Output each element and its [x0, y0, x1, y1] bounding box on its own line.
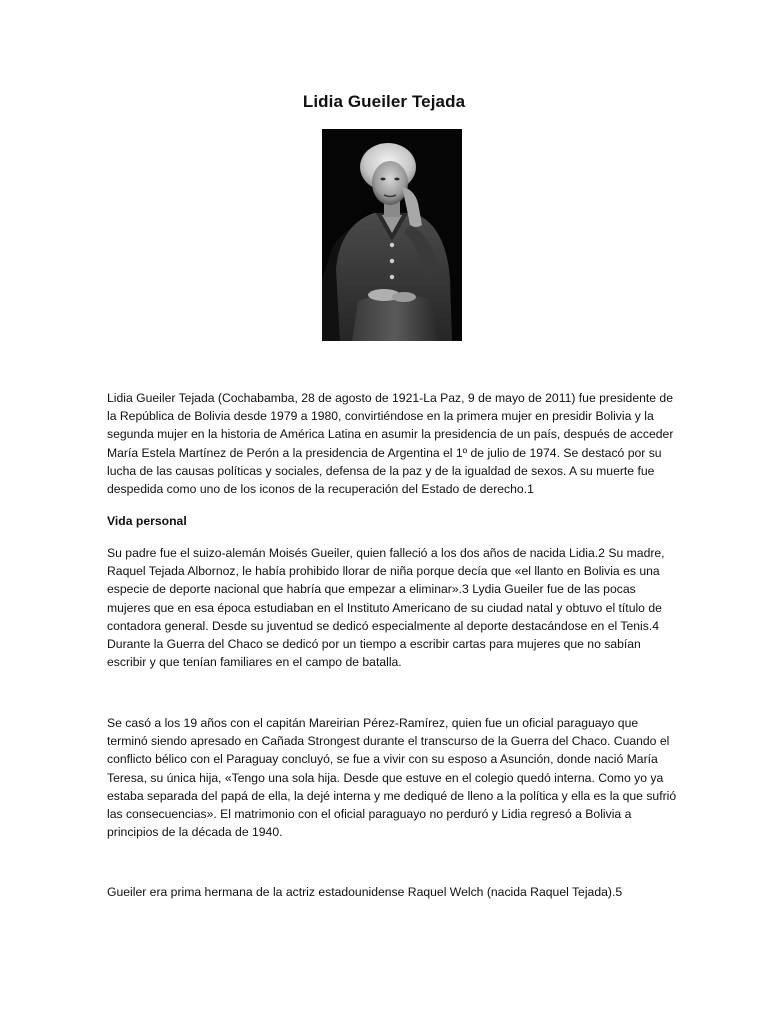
portrait-photo — [322, 129, 462, 341]
personal-paragraph-3: Gueiler era prima hermana de la actriz estadounidense Raquel Welch (nacida Raquel Tejada).5 — [107, 885, 623, 899]
section-heading-vida-personal: Vida personal — [107, 514, 187, 528]
personal-paragraph-1: Su padre fue el suizo-alemán Moisés Gueiler, quien falleció a los dos años de nacida Lidia.2 Su madre, Raquel Tejada Albornoz, le había prohibido llorar de niña porque decía que «el llanto en Bolivia es una especie de deporte nacional que habría que empezar a eliminar».3 Lydia Gueiler fue de las pocas mujeres que en esa época estudiaban en el Instituto Americano de su ciudad natal y obtuvo el título de contadora general. Desde su juventud se dedicó especialmente al deporte destacándose en el Tenis.4 Durante la Guerra del Chaco se dedicó por un tiempo a escribir cartas para mujeres que no sabían escribir y que tenían familiares en el campo de batalla. — [107, 546, 665, 670]
personal-paragraph-2: Se casó a los 19 años con el capitán Mareirian Pérez-Ramírez, quien fue un oficial paraguayo que terminó siendo apresado en Cañada Strongest durante el transcurso de la Guerra del Chaco. Cuando el conflicto bélico con el Paraguay concluyó, se fue a vivir con su esposo a Asunción, donde nació María Teresa, su única hija, «Tengo una sola hija. Desde que estuve en el colegio quedó interna. Como yo ya estaba separada del papá de ella, la dejé interna y me dediqué de lleno a la política y ella es la que sufrió las consecuencias». El matrimonio con el oficial paraguayo no perduró y Lidia regresó a Bolivia a principios de la década de 1940. — [107, 716, 677, 840]
intro-paragraph: Lidia Gueiler Tejada (Cochabamba, 28 de agosto de 1921-La Paz, 9 de mayo de 2011) fue presidente de la República de Bolivia desde 1979 a 1980, convirtiéndose en la primera mujer en presidir Bolivia y la segunda mujer en la historia de América Latina en asumir la presidencia de un país, después de acceder María Estela Martínez de Perón a la presidencia de Argentina el 1º de julio de 1974. Se destacó por su lucha de las causas políticas y sociales, defensa de la paz y de la igualdad de sexos. A su muerte fue despedida como uno de los iconos de la recuperación del Estado de derecho.1 — [107, 391, 674, 497]
page-title: Lidia Gueiler Tejada — [302, 92, 466, 111]
